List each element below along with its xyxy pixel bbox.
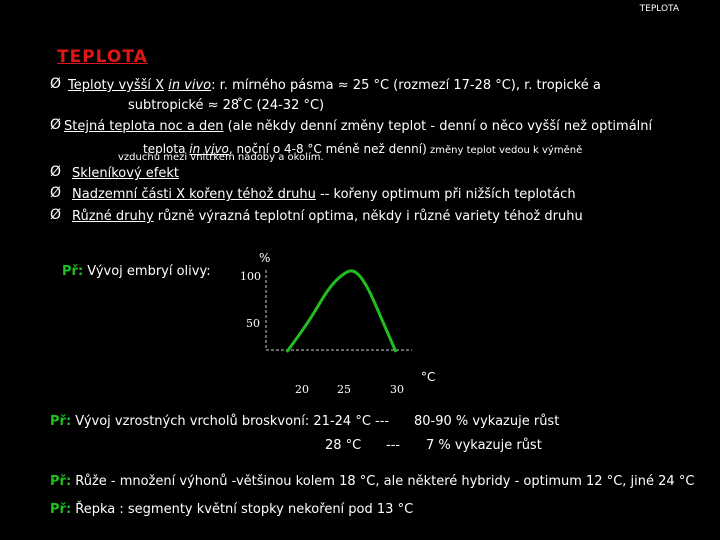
example-4-text: Řepka : segmenty květní stopky nekoření pod 13 °C	[75, 502, 414, 517]
x-tick-label: 20	[295, 383, 309, 396]
example-3	[50, 474, 694, 489]
bullet-2-line-2d: změny teplot vedou k výměně	[426, 145, 583, 156]
example-3-text: Růže - množení výhonů -většinou kolem 18 °C, ale některé hybridy - optimum 12 °C, jiné 24 °C	[75, 474, 695, 489]
y-tick-label: 100	[240, 270, 261, 283]
bullet-2-line-2c: , noční o 4-8 °C méně než denní)	[228, 142, 427, 156]
bullet-2-line-2a: teplota	[143, 142, 190, 156]
x-tick-label: 30	[390, 383, 404, 396]
bullet-1-in-vivo: in vivo	[168, 78, 212, 93]
example-1-label: Vývoj embryí olivy:	[87, 264, 211, 279]
bullet-arrow-icon: Ø	[50, 117, 62, 133]
example-2-result-1: 80-90 % vykazuje růst	[414, 414, 560, 429]
bullet-5-underlined: Různé druhy	[72, 209, 154, 224]
bullet-arrow-icon: Ø	[50, 164, 62, 180]
bullet-2-text: (ale někdy denní změny teplot - denní o něco vyšší než optimální	[223, 119, 653, 134]
bullet-2-underlined: Stejná teplota noc a den	[64, 119, 224, 134]
example-2-line-1: Vývoj vzrostných vrcholů broskvoní: 21-24 °C ---	[75, 414, 390, 429]
x-axis-label: °C	[421, 370, 436, 384]
bullet-1-line-2: subtropické ≈ 28 ̊C (24-32 °C)	[128, 98, 325, 113]
example-2-dash-2: ---	[386, 438, 401, 453]
bullet-4-underlined: Nadzemní části X kořeny téhož druhu	[72, 187, 316, 202]
bullet-2-in-vivo: in vivo	[189, 142, 229, 156]
example-prefix: Př:	[50, 502, 72, 517]
example-prefix: Př:	[62, 264, 84, 279]
x-tick-label: 25	[337, 383, 351, 396]
bullet-3: Skleníkový efekt	[72, 166, 179, 181]
bullet-1-underlined: Teploty vyšší X	[68, 78, 165, 93]
page-title: TEPLOTA	[57, 47, 148, 67]
bullet-arrow-icon: Ø	[50, 207, 62, 223]
y-axis-label: %	[259, 251, 271, 265]
bullet-arrow-icon: Ø	[50, 76, 62, 92]
example-2-temp-2: 28 °C	[325, 438, 362, 453]
example-2-result-2: 7 % vykazuje růst	[426, 438, 542, 453]
y-tick-label: 50	[246, 317, 260, 330]
example-prefix: Př:	[50, 414, 72, 429]
bullet-2-line-3: vzduchu mezi vnitřkem nádoby a okolím.	[118, 152, 324, 163]
series-line	[287, 271, 396, 352]
slide-label: TEPLOTA	[639, 4, 679, 14]
example-2	[50, 414, 389, 429]
bullet-arrow-icon: Ø	[50, 185, 62, 201]
bullet-4-text: -- kořeny optimum při nižších teplotách	[315, 187, 576, 202]
example-4	[50, 502, 413, 517]
bullet-1-text: : r. mírného pásma ≈ 25 °C (rozmezí 17-28 °C), r. tropické a	[211, 78, 601, 93]
example-prefix: Př:	[50, 474, 72, 489]
bullet-5-text: různě výrazná teplotní optima, někdy i různé variety téhož druhu	[153, 209, 583, 224]
